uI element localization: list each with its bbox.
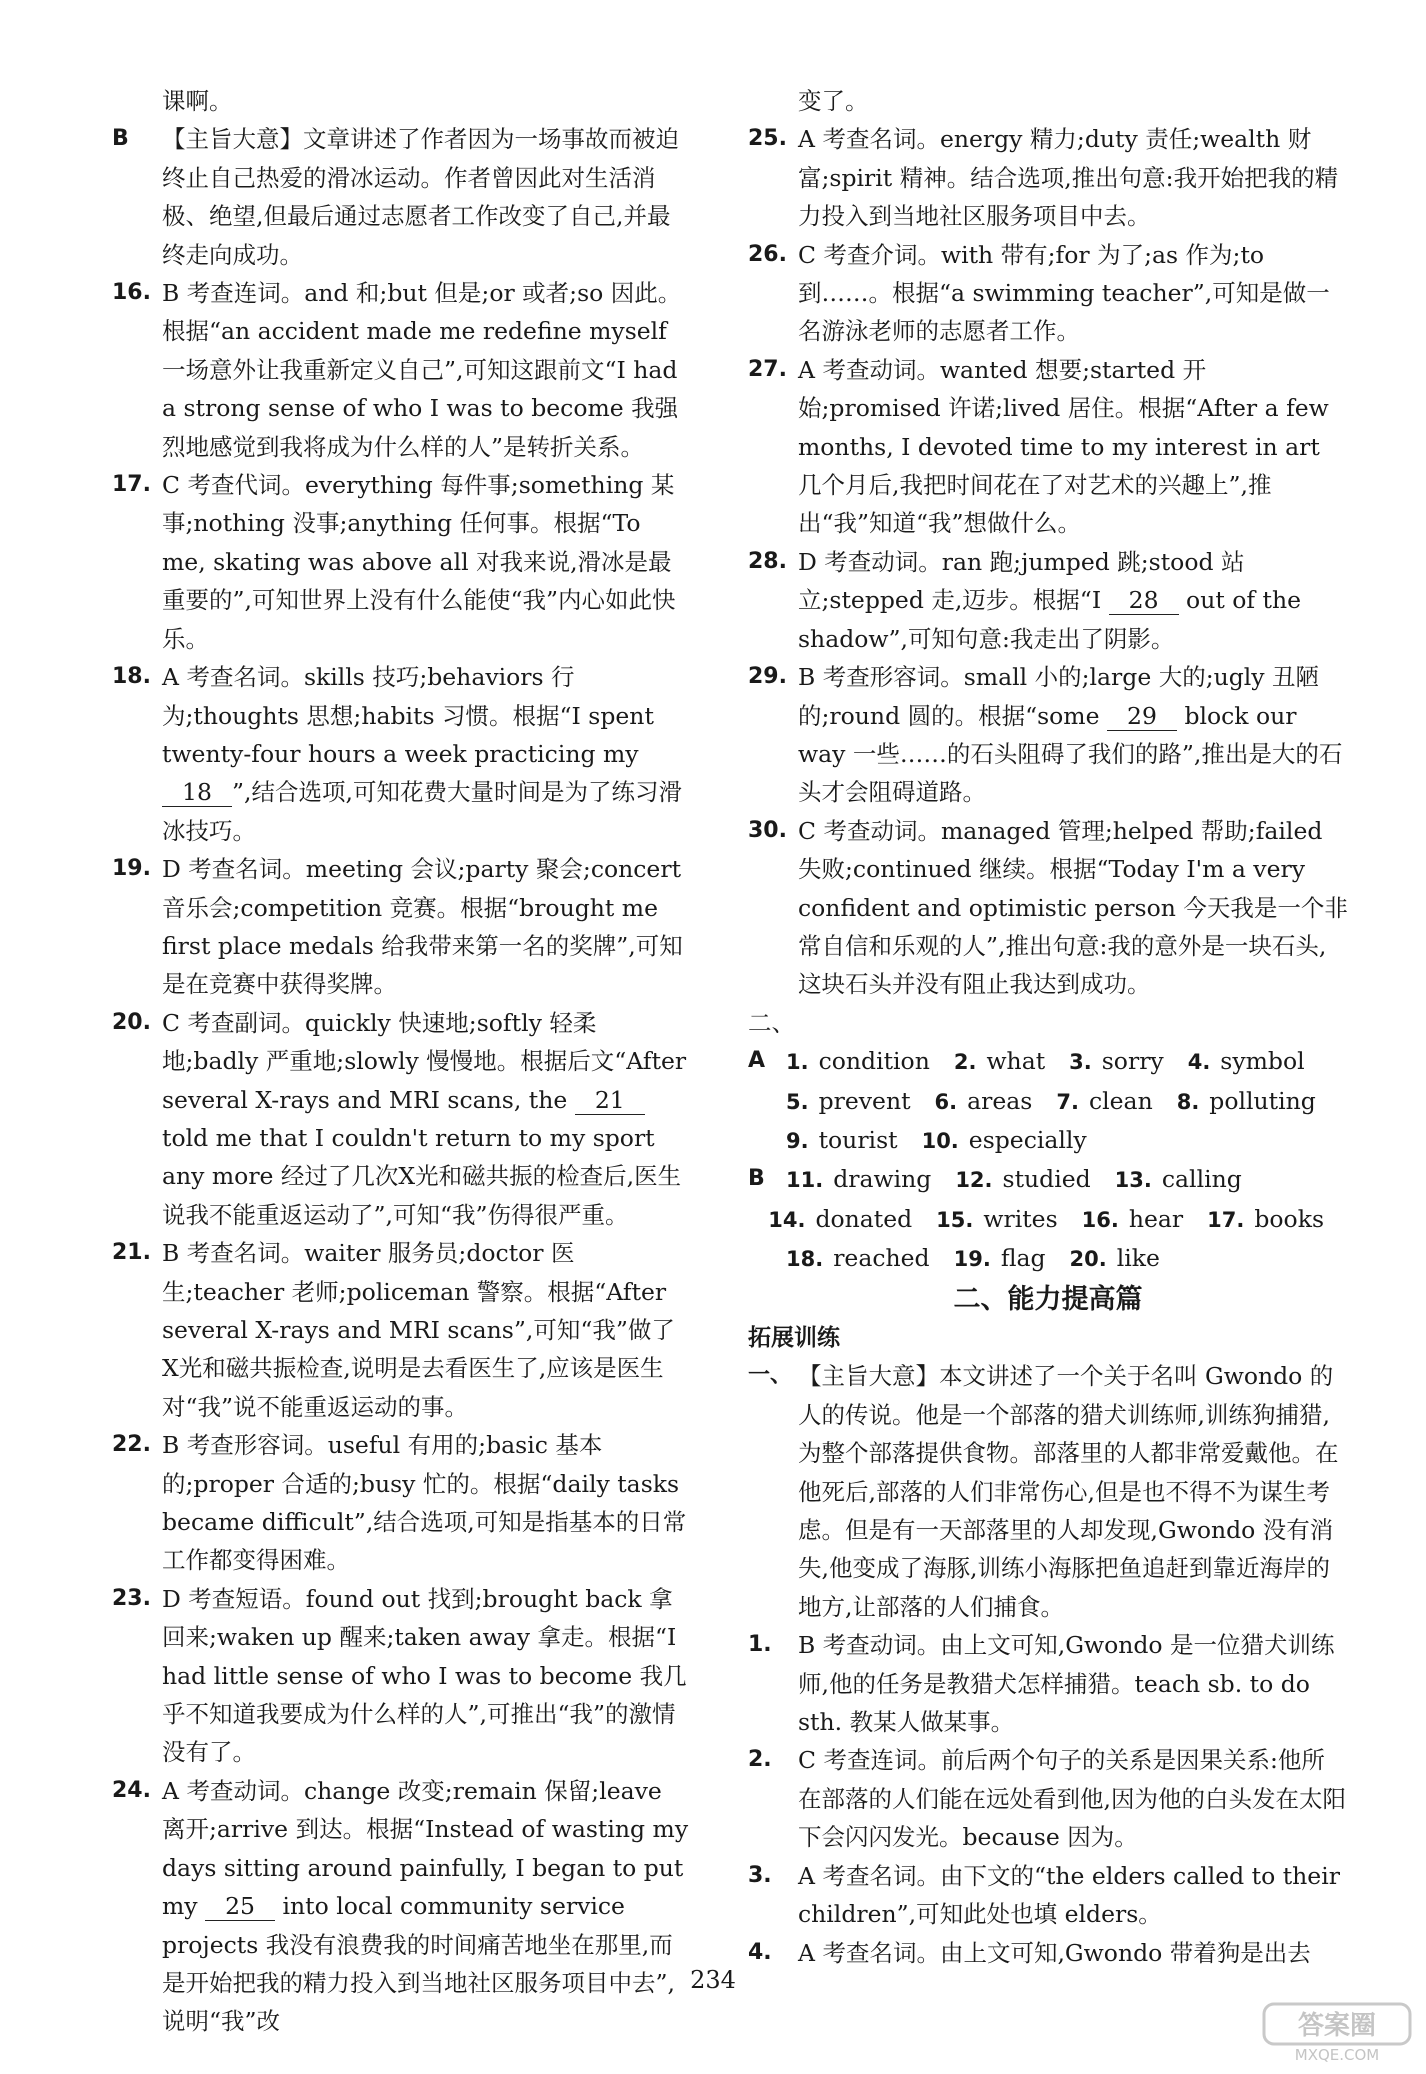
answer-cell	[1070, 1239, 1160, 1278]
answer-number: 3.	[1069, 1050, 1092, 1075]
answer-number: 9.	[786, 1128, 809, 1153]
left-item: B 【主旨大意】文章讲述了作者因为一场事故而被迫终止自己热爱的滑冰运动。作者曾因此对生活消极、绝望,但最后通过志愿者工作改变了自己,并最终走向成功。	[112, 120, 690, 274]
answer-cell	[1207, 1200, 1324, 1239]
answer-cell	[786, 1082, 911, 1121]
item-number: 4.	[748, 1939, 772, 1965]
left-item: 18. A 考查名词。skills 技巧;behaviors 行为;thoughts 思想;habits 习惯。根据“I spent twenty-four hours a week practicing my 18 ”,结合选项,可知花费大量时间是为了练习滑冰技巧。	[112, 658, 690, 850]
blank-number: 28	[1109, 586, 1179, 615]
answer-word: areas	[967, 1086, 1033, 1115]
item-number: 30.	[748, 817, 787, 843]
answer-word: especially	[968, 1125, 1087, 1154]
answer-number: 20.	[1069, 1247, 1107, 1272]
answer-number: 19.	[953, 1247, 991, 1272]
left-item: 19. D 考查名词。meeting 会议;party 聚会;concert 音乐会;competition 竞赛。根据“brought me first place medals 给我带来第一名的奖牌”,可知是在竞赛中获得奖牌。	[112, 850, 690, 1004]
left-item: 23. D 考查短语。found out 找到;brought back 拿回来;waken up 醒来;taken away 拿走。根据“I had little sense of who I was to become 我几乎不知道我要成为什么样的人”,可推出“我”的激情没有了。	[112, 1580, 690, 1772]
answer-cell	[954, 1042, 1045, 1081]
vocabulary-answers	[748, 1004, 1348, 1279]
svg-text:答案圈: 答案圈	[1297, 2011, 1377, 2041]
answer-word: drawing	[833, 1165, 932, 1194]
right-items	[748, 82, 1348, 1004]
answer-word: books	[1254, 1204, 1324, 1233]
answer-cell	[768, 1200, 912, 1239]
answer-row	[748, 1239, 1348, 1278]
answer-number: 18.	[786, 1247, 824, 1272]
extension-item: 一、 【主旨大意】本文讲述了一个关于名叫 Gwondo 的人的传说。他是一个部落的猎犬训练师,训练狗捕猎,为整个部落提供食物。部落里的人都非常爱戴他。在他死后,部落的人们非常伤心,但是也不得不为谋生考虑。但是有一天部落里的人却发现,Gwondo 没有消失,他变成了海豚,训练小海豚把鱼追赶到靠近海岸的地方,让部落的人们捕食。	[748, 1357, 1348, 1626]
right-continuation-text: 变了。	[798, 87, 869, 115]
item-number: 3.	[748, 1862, 772, 1888]
left-item: 22. B 考查形容词。useful 有用的;basic 基本的;proper 合适的;busy 忙的。根据“daily tasks became difficult”,结合选项,可知是指基本的日常工作都变得困难。	[112, 1426, 690, 1580]
item-number: 26.	[748, 241, 787, 267]
answer-word: reached	[833, 1244, 930, 1273]
answer-word: prevent	[818, 1086, 911, 1115]
answer-row	[748, 1121, 1348, 1160]
item-number: 21.	[112, 1240, 151, 1266]
answer-cell	[954, 1239, 1046, 1278]
watermark-logo	[1262, 2000, 1412, 2062]
answer-part-letter	[748, 1239, 786, 1278]
left-item: 17. C 考查代词。everything 每件事;something 某事;nothing 没事;anything 任何事。根据“To me, skating was above all 对我来说,滑冰是最重要的”,可知世界上没有什么能使“我”内心如此快乐。	[112, 466, 690, 658]
extension-item: 2. C 考查连词。前后两个句子的关系是因果关系:他所在部落的人们能在远处看到他,因为他的白头发在太阳下会闪闪发光。because 因为。	[748, 1741, 1348, 1856]
answer-number: 4.	[1187, 1050, 1211, 1075]
item-number: 23.	[112, 1585, 151, 1611]
answer-cell	[1188, 1042, 1305, 1081]
answer-number: 17.	[1207, 1207, 1245, 1232]
answer-word: condition	[818, 1047, 930, 1076]
right-item: 30. C 考查动词。managed 管理;helped 帮助;failed 失败;continued 继续。根据“Today I'm a very confident and optimistic person 今天我是一个非常自信和乐观的人”,推出句意:我的意外是一块石头,这块石头并没有阻止我达到成功。	[748, 812, 1348, 1004]
blank-number: 18	[162, 778, 232, 807]
left-item: 24. A 考查动词。change 改变;remain 保留;leave 离开;arrive 到达。根据“Instead of wasting my days sitting around painfully, I began to put my 25 into local community service projects 我没有浪费我的时间痛苦地坐在那里,而是开始把我的精力投入到当地社区服务项目中去”,说明“我”改	[112, 1772, 690, 2041]
answer-cell	[922, 1121, 1087, 1160]
answer-cell	[955, 1160, 1090, 1199]
answer-number: 6.	[934, 1089, 958, 1114]
answers-header: 二、	[748, 1008, 795, 1037]
extension-items	[748, 1357, 1348, 1972]
answer-word: sorry	[1101, 1047, 1164, 1076]
item-number: 16.	[112, 280, 151, 306]
answer-word: clean	[1088, 1086, 1153, 1115]
answer-cell	[786, 1239, 930, 1278]
answer-word: calling	[1161, 1165, 1242, 1194]
item-number: 22.	[112, 1432, 151, 1458]
right-item: 26. C 考查介词。with 带有;for 为了;as 作为;to 到……。根据“a swimming teacher”,可知是做一名游泳老师的志愿者工作。	[748, 236, 1348, 351]
answer-number: 13.	[1114, 1168, 1152, 1193]
item-number: 29.	[748, 664, 787, 690]
item-number: 20.	[112, 1009, 151, 1035]
answer-part-letter	[748, 1082, 786, 1121]
answer-number: 2.	[953, 1050, 977, 1075]
answer-cell	[1056, 1082, 1152, 1121]
item-number: 2.	[748, 1747, 772, 1773]
answer-word: what	[986, 1047, 1046, 1076]
answer-word: studied	[1002, 1165, 1091, 1194]
left-item: 20. C 考查副词。quickly 快速地;softly 轻柔地;badly 严重地;slowly 慢慢地。根据后文“After several X-rays and MRI scans, the 21 told me that I couldn't return to my sport any more 经过了几次X光和磁共振的检查后,医生说我不能重返运动了”,可知“我”伤得很严重。	[112, 1004, 690, 1234]
extension-item: 3. A 考查名词。由下文的“the elders called to their children”,可知此处也填 elders。	[748, 1857, 1348, 1934]
answer-cell	[786, 1042, 930, 1081]
left-column	[112, 82, 690, 2041]
answer-part-letter: A	[748, 1048, 766, 1074]
blank-number: 21	[575, 1086, 645, 1115]
item-number: 28.	[748, 548, 787, 574]
answer-cell	[1177, 1082, 1316, 1121]
answer-word: polluting	[1209, 1086, 1316, 1115]
answer-number: 16.	[1081, 1207, 1119, 1232]
extension-item: 1. B 考查动词。由上文可知,Gwondo 是一位猎犬训练师,他的任务是教猎犬怎样捕猎。teach sb. to do sth. 教某人做某事。	[748, 1626, 1348, 1741]
answer-number: 10.	[921, 1128, 959, 1153]
answer-word: hear	[1128, 1204, 1184, 1233]
item-number: 25.	[748, 126, 787, 152]
answer-number: 7.	[1056, 1089, 1079, 1114]
answer-cell	[1082, 1200, 1184, 1239]
answer-cell	[1069, 1042, 1164, 1081]
right-item: 27. A 考查动词。wanted 想要;started 开始;promised 许诺;lived 居住。根据“After a few months, I devoted time to my interest in art 几个月后,我把时间花在了对艺术的兴趣上”,推出“我”知道“我”想做什么。	[748, 351, 1348, 543]
page-number: 234	[690, 1966, 736, 1994]
answer-part-letter: B	[748, 1166, 765, 1192]
answer-cell	[1115, 1160, 1242, 1199]
answer-part-letter	[748, 1121, 786, 1160]
right-item: 25. A 考查名词。energy 精力;duty 责任;wealth 财富;spirit 精神。结合选项,推出句意:我开始把我的精力投入到当地社区服务项目中去。	[748, 120, 1348, 235]
answer-number: 8.	[1176, 1089, 1200, 1114]
answer-row	[748, 1160, 1348, 1199]
item-number: 27.	[748, 356, 787, 382]
right-item: 29. B 考查形容词。small 小的;large 大的;ugly 丑陋的;round 圆的。根据“some 29 block our way 一些……的石头阻碍了我们的路”,推出是大的石头才会阻碍道路。	[748, 658, 1348, 812]
item-number: 一、	[748, 1363, 793, 1389]
blank-number: 25	[205, 1892, 275, 1921]
answer-part-letter	[748, 1200, 768, 1239]
blank-number: 29	[1107, 702, 1177, 731]
answer-word: like	[1116, 1244, 1160, 1273]
answer-row	[748, 1082, 1348, 1121]
answer-cell	[786, 1160, 931, 1199]
right-item: 28. D 考查动词。ran 跑;jumped 跳;stood 站立;stepped 走,迈步。根据“I 28 out of the shadow”,可知句意:我走出了阴影。	[748, 543, 1348, 658]
answer-cell	[935, 1082, 1033, 1121]
answer-number: 15.	[936, 1207, 974, 1232]
answer-number: 11.	[786, 1168, 824, 1193]
item-number: 1.	[748, 1632, 772, 1658]
answer-row	[748, 1200, 1348, 1239]
answer-word: symbol	[1220, 1047, 1305, 1076]
left-continuation-text: 课啊。	[162, 87, 233, 115]
answer-number: 5.	[786, 1089, 809, 1114]
answer-cell	[786, 1121, 898, 1160]
answer-word: flag	[1000, 1244, 1046, 1273]
item-number: B	[112, 126, 129, 152]
item-number: 24.	[112, 1777, 151, 1803]
right-column	[748, 82, 1348, 1972]
item-number: 19.	[112, 856, 151, 882]
answer-word: tourist	[818, 1125, 898, 1154]
answer-word: donated	[815, 1204, 913, 1233]
answer-number: 12.	[955, 1168, 993, 1193]
left-item: 16. B 考查连词。and 和;but 但是;or 或者;so 因此。根据“an accident made me redefine myself 一场意外让我重新定义自己”,可知这跟前文“I had a strong sense of who I was to become 我强烈地感觉到我将成为什么样的人”是转折关系。	[112, 274, 690, 466]
answer-number: 1.	[786, 1050, 809, 1075]
answer-word: writes	[983, 1204, 1058, 1233]
answer-cell	[936, 1200, 1057, 1239]
item-number: 18.	[112, 664, 151, 690]
extension-item: 4. A 考查名词。由上文可知,Gwondo 带着狗是出去	[748, 1934, 1348, 1972]
item-number: 17.	[112, 472, 151, 498]
answer-number: 14.	[768, 1207, 806, 1232]
sub-title: 拓展训练	[748, 1325, 840, 1351]
answer-row	[748, 1042, 1348, 1081]
left-item: 21. B 考查名词。waiter 服务员;doctor 医生;teacher 老师;policeman 警察。根据“After several X-rays and MRI scans”,可知“我”做了X光和磁共振检查,说明是去看医生了,应该是医生对“我”说不能重返运动的事。	[112, 1234, 690, 1426]
section-title: 二、能力提高篇	[953, 1283, 1143, 1315]
svg-text:MXQE.COM: MXQE.COM	[1294, 2046, 1380, 2062]
